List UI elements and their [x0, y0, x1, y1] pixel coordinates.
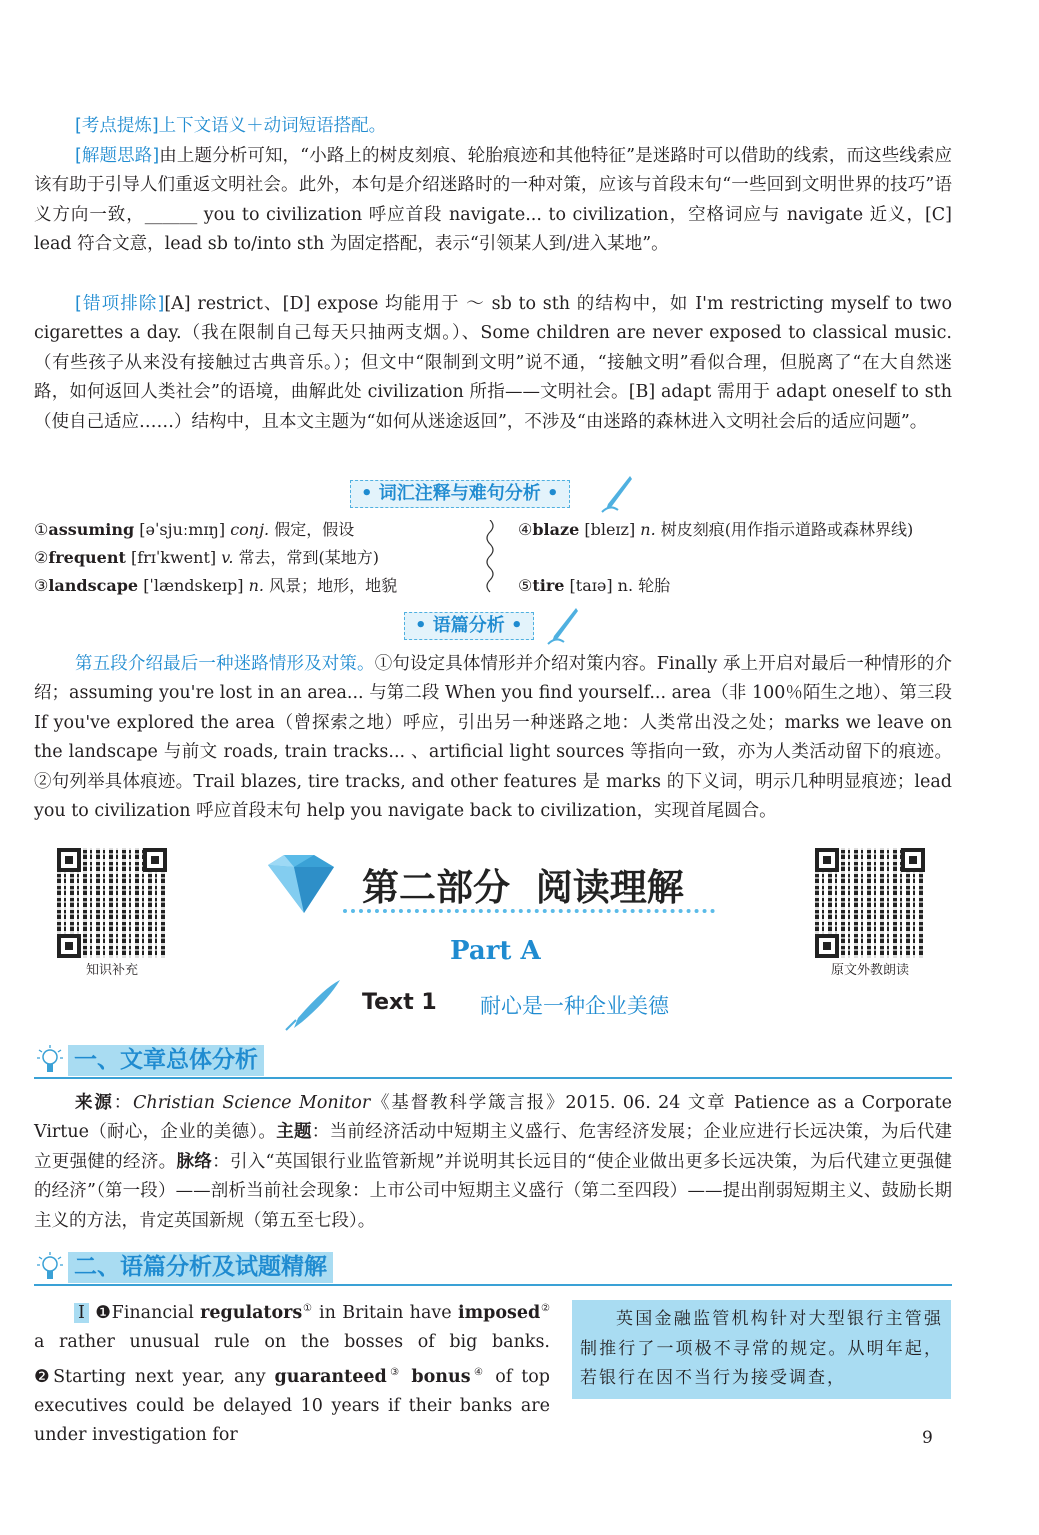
- section-heading-overall: 一、文章总体分析: [68, 1045, 264, 1076]
- translation-box: 英国金融监管机构针对大型银行主管强制推行了一项极不寻常的规定。从明年起，若银行在因不当行为接受调查，: [572, 1300, 951, 1399]
- solution-text: 由上题分析可知，“小路上的树皮刻痕、轮胎痕迹和其他特征”是迷路时可以借助的线索，而这些线索应该有助于引导人们重返文明社会。此外，本句是介绍迷路时的一种对策，应该与首段末句“一些回到文明世界的技巧”语义方向一致，______ you to civilization 呼应首段 navigate... to civilization，空格词应与 navigate 近义，[C] lead 符合文意，lead sb to/into sth 为固定搭配，表示“引领某人到/进入某地”。: [34, 146, 953, 255]
- vocab-item: ③landscape [ˈlændskeɪp] n. 风景；地形，地貌: [34, 576, 398, 595]
- part-title: 第二部分 阅读理解: [362, 866, 684, 909]
- vocab-section-title: • 词汇注释与难句分析 •: [350, 480, 570, 508]
- solution-label: [解题思路]: [75, 146, 160, 166]
- paragraph-number: I: [74, 1303, 89, 1323]
- passage-paragraph: I ❶Financial regulators① in Britain have imposed② a rather unusual rule on the bosses of big banks. ❷Starting next year, any guaranteed③ bonus④ of top executives could be delayed 10 years if their banks are under investigation for: [34, 1302, 550, 1446]
- vocab-item: ①assuming [əˈsjuːmɪŋ] conj. 假定，假设: [34, 520, 355, 539]
- text-number: Text 1: [362, 990, 437, 1015]
- qr-left-label: 知识补充: [85, 963, 138, 978]
- qr-code-right[interactable]: [815, 848, 925, 958]
- solution-paragraph: [34, 142, 952, 260]
- discourse-text: ①句设定具体情形并介绍对策内容。Finally 承上开启对最后一种情形的介绍；assuming you're lost in an area... 与第二段 When you find yourself... area（非 100％陌生之地）、第三段 If you've explored the area（曾探索之地）呼应，引出另一种迷路之地：人类常出没之处；marks we leave on the landscape 与前文 roads, train tracks... 、artificial light sources 等指向一致，亦为人类活动留下的痕迹。②句列举具体痕迹。Trail blazes, tire tracks, and other features 是 marks 的下义词，明示几种明显痕迹；lead you to civilization 呼应首段末句 help you navigate back to civilization，实现首尾圆合。: [34, 654, 952, 822]
- elimination-label: [错项排除]: [75, 294, 165, 314]
- text-title: 耐心是一种企业美德: [480, 994, 669, 1018]
- page-number: 9: [922, 1428, 933, 1448]
- key-point: [34, 112, 952, 141]
- elimination-text: [A] restrict、[D] expose 均能用于 ～ sb to sth 的结构中，如 I'm restricting myself to two cigarettes a day.（我在限制自己每天只抽两支烟。）、Some children are never exposed to classical music.（有些孩子从来没有接触过古典音乐。）；但文中“限制到文明”说不通，“接触文明”看似合理，但脱离了“在大自然迷路，如何返回人类社会”的语境，曲解此处 civilization 所指——文明社会。[B] adapt 需用于 adapt oneself to sth（使自己适应……）结构中，且本文主题为“如何从迷途返回”，不涉及“由迷路的森林进入文明社会后的适应问题”。: [34, 294, 952, 432]
- section-divider: [34, 1284, 952, 1286]
- vocab-item: ②frequent [frɪˈkwent] v. 常去，常到(某地方): [34, 548, 380, 567]
- qr-right-label: 原文外教朗读: [830, 963, 909, 978]
- vocab-item: ⑤tire [taɪə] n. 轮胎: [518, 576, 671, 595]
- wavy-divider: [484, 520, 496, 596]
- discourse-lead: 第五段介绍最后一种迷路情形及对策。: [75, 654, 375, 674]
- section-heading-analysis: 二、语篇分析及试题精解: [68, 1252, 333, 1283]
- discourse-section-title: • 语篇分析 •: [404, 612, 534, 640]
- lightbulb-icon: [36, 1251, 64, 1283]
- key-point-text: 上下文语义＋动词短语搭配。: [158, 116, 387, 136]
- diamond-icon: [264, 853, 338, 917]
- vocab-item: ④blaze [bleɪz] n. 树皮刻痕(用作指示道路或森林界线): [518, 520, 914, 539]
- elimination-paragraph: [34, 290, 952, 437]
- pen-icon: [600, 474, 634, 514]
- key-point-label: [考点提炼]: [75, 116, 159, 136]
- pen-icon: [546, 606, 580, 646]
- quill-icon: [284, 978, 342, 1032]
- overall-paragraph: 来源：Christian Science Monitor《基督教科学箴言报》2015. 06. 24 文章 Patience as a Corporate Virtue（耐心，企业的美德）。主题：当前经济活动中短期主义盛行、危害经济发展；企业应进行长远决策，为后代建立更强健的经济。脉络：引入“英国银行业监管新规”并说明其长远目的“使企业做出更多长远决策，为后代建立更强健的经济”（第一段）——剖析当前社会现象：上市公司中短期主义盛行（第二至四段）——提出削弱短期主义、鼓励长期主义的方法，肯定英国新规（第五至七段）。: [34, 1093, 953, 1231]
- section-divider: [34, 1077, 952, 1079]
- discourse-paragraph: [34, 650, 952, 826]
- qr-code-left[interactable]: [57, 848, 167, 958]
- part-label: Part A: [450, 936, 541, 966]
- lightbulb-icon: [36, 1044, 64, 1076]
- dotted-divider: [343, 909, 715, 913]
